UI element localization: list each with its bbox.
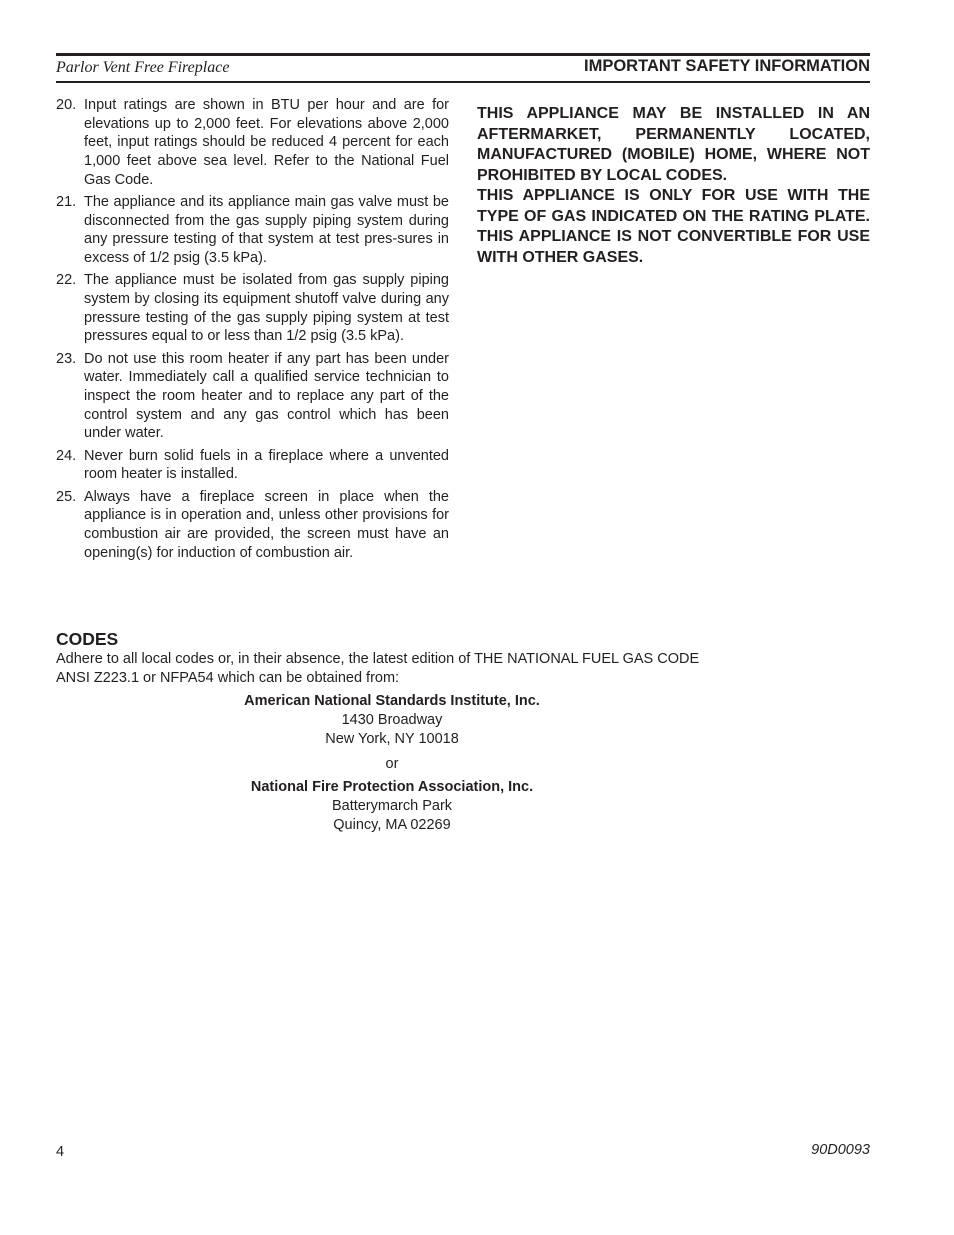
codes-line-1: Adhere to all local codes or, in their absence, the latest edition of THE NATIONAL FUEL GAS CODE (56, 651, 700, 667)
item-text: The appliance must be isolated from gas supply piping system by closing its equipment shutoff valve during any pressure testing of the gas supply piping system at test pressures equal to or less than 1/2 psig (3.5 kPa). (84, 272, 449, 345)
header-rule-bottom (56, 81, 870, 83)
address-city: Quincy, MA 02269 (333, 817, 451, 833)
page-number: 4 (56, 1144, 65, 1160)
item-number: 20. (56, 97, 77, 113)
address-street: Batterymarch Park (331, 798, 453, 814)
gas-type-warning: THIS APPLIANCE IS ONLY FOR USE WITH THE TYPE OF GAS INDICATED ON THE RATING PLATE. THIS APPLIANCE IS NOT CONVERTIBLE FOR USE WITH OTHER GASES. (477, 187, 870, 266)
or-separator: or (385, 756, 399, 772)
item-text: Never burn solid fuels in a fireplace where a unvented room heater is installed. (84, 447, 449, 483)
item-text: Do not use this room heater if any part has been under water. Immediately call a qualified service technician to inspect the room heater and to replace any part of the control system and any gas control which has been under water. (84, 350, 449, 442)
ansi-address (192, 692, 592, 749)
item-text: Always have a fireplace screen in place when the appliance is in operation and, unless other provisions for combustion air are provided, the screen must have an opening(s) for induction of combustion air. (84, 488, 449, 561)
list-item (56, 350, 449, 444)
list-item (56, 447, 449, 484)
item-number: 23. (56, 350, 77, 367)
item-number: 25. (56, 488, 77, 505)
codes-paragraph (56, 650, 756, 687)
nfpa-address (192, 778, 592, 835)
address-street: 1430 Broadway (341, 712, 443, 728)
item-number: 22. (56, 272, 77, 289)
item-text: Input ratings are shown in BTU per hour and are for elevations up to 2,000 feet. For elevations above 2,000 feet, input ratings should be reduced 4 percent for each 1,000 feet above sea level. Refer to the National Fuel Gas Code. (84, 97, 449, 188)
item-text: The appliance and its appliance main gas valve must be disconnected from the gas supply piping system during any pressure testing of that system at test pres-sures in excess of 1/2 psig (3.5 kPa). (84, 194, 449, 267)
codes-heading: CODES (56, 629, 119, 649)
codes-line-2: ANSI Z223.1 or NFPA54 which can be obtained from: (56, 669, 400, 686)
document-code: 90D0093 (811, 1142, 870, 1158)
list-item (56, 488, 449, 563)
list-item (56, 271, 449, 346)
safety-list (56, 96, 449, 566)
address-org: National Fire Protection Association, Inc. (250, 779, 534, 795)
list-item (56, 96, 449, 190)
section-title: IMPORTANT SAFETY INFORMATION (584, 57, 870, 75)
address-org: American National Standards Institute, Inc. (244, 693, 540, 709)
list-item (56, 193, 449, 268)
item-number: 21. (56, 194, 77, 211)
mobile-home-warning: THIS APPLIANCE MAY BE INSTALLED IN AN AFTERMARKET, PERMANENTLY LOCATED, MANUFACTURED (MOBILE) HOME, WHERE NOT PROHIBITED BY LOCAL CODES. (477, 105, 870, 184)
address-city: New York, NY 10018 (325, 731, 459, 747)
warning-block (477, 104, 870, 268)
item-number: 24. (56, 447, 77, 464)
product-title: Parlor Vent Free Fireplace (56, 59, 230, 76)
